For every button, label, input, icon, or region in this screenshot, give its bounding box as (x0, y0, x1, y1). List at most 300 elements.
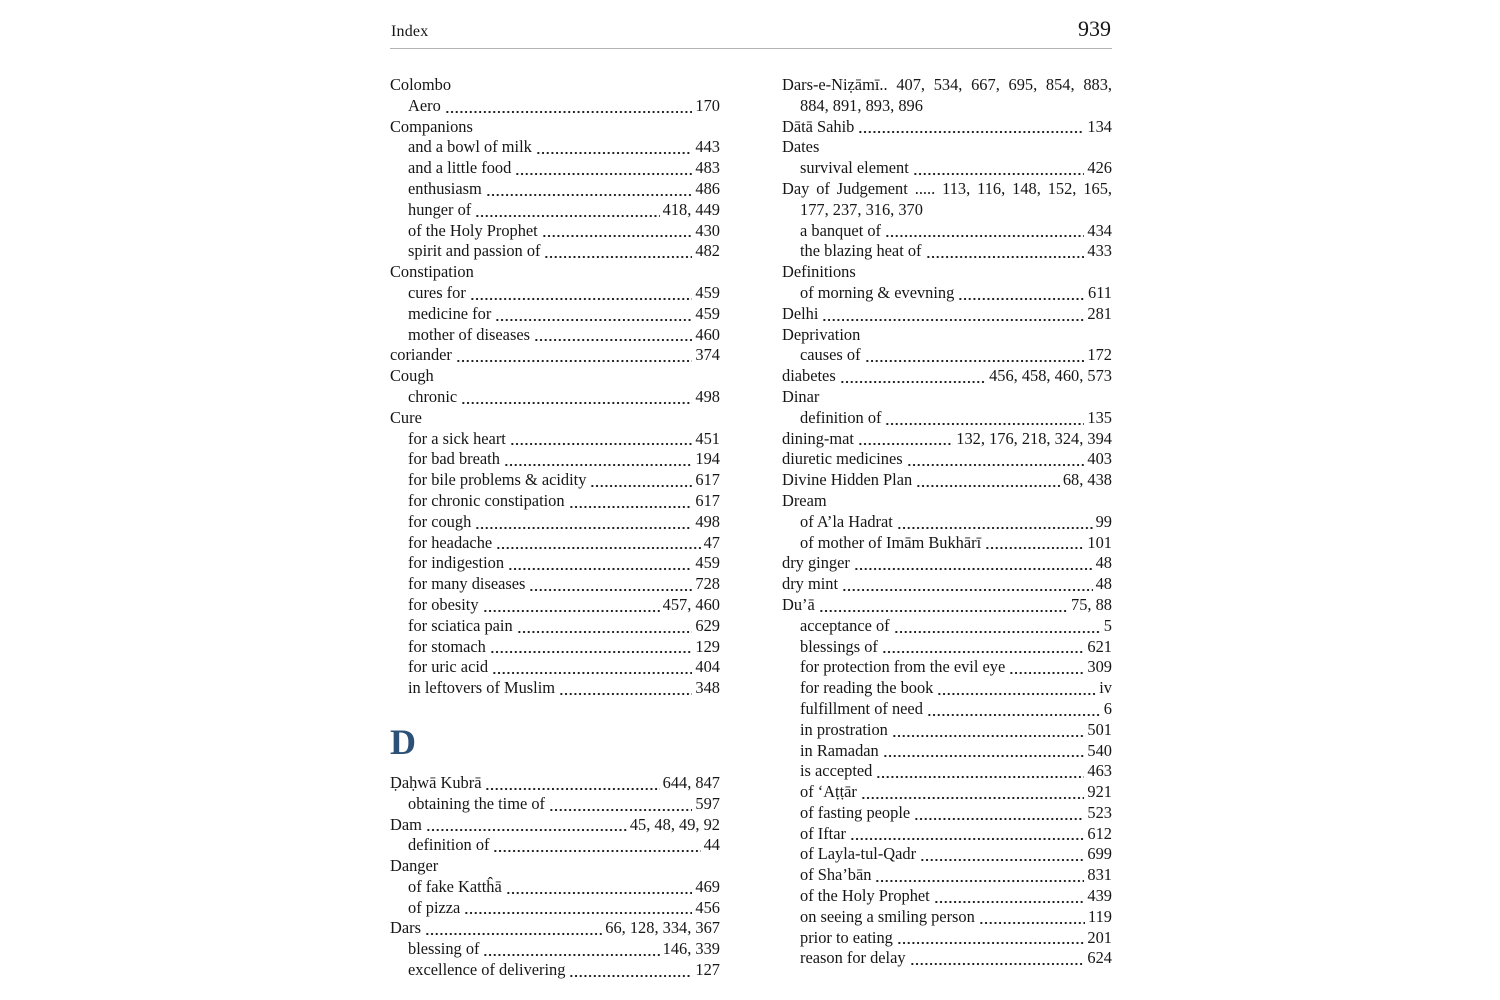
index-entry (782, 221, 1112, 242)
entry-pages: 459 (695, 303, 720, 323)
entry-pages: 434 (1087, 220, 1112, 240)
index-entry (390, 325, 720, 346)
entry-label: in leftovers of Muslim (408, 678, 556, 698)
dot-leader (910, 948, 1085, 969)
entry-label: for reading the book (800, 678, 934, 698)
entry-label: in prostration (800, 719, 888, 739)
entry-pages: 5 (1103, 615, 1112, 635)
index-group-label: Cure (390, 407, 422, 427)
entry-label: of the Holy Prophet (408, 220, 538, 240)
index-entry (782, 366, 1112, 387)
entry-label: blessing of (408, 939, 480, 959)
entry-pages: 443 (695, 137, 720, 157)
entry-label: and a bowl of milk (408, 137, 532, 157)
entry-pages: 48 (1095, 574, 1112, 594)
dot-leader (590, 470, 692, 491)
entry-label: medicine for (408, 303, 492, 323)
entry-label: in Ramadan (800, 740, 879, 760)
entry-label: acceptance of (800, 615, 890, 635)
index-entry (782, 928, 1112, 949)
entry-pages: 612 (1087, 823, 1112, 843)
entry-pages: 132, 176, 218, 324, 394 (956, 428, 1112, 448)
entry-label: Aero (408, 95, 441, 115)
dot-leader (508, 553, 692, 574)
index-group-label: Colombo (390, 75, 452, 94)
entry-label: for headache (408, 532, 493, 552)
index-group-label: Dates (782, 137, 820, 157)
dot-leader (861, 782, 1085, 803)
entry-label: diuretic medicines (782, 449, 903, 469)
index-entry (390, 387, 720, 408)
entry-label: excellence of delivering (408, 960, 566, 980)
index-entry (390, 429, 720, 450)
entry-pages: 129 (695, 636, 720, 656)
entry-label: dining-mat (782, 428, 854, 448)
entry-pages: 498 (695, 511, 720, 531)
entry-pages: 201 (1087, 927, 1112, 947)
entry-pages: 404 (695, 657, 720, 677)
page-header (390, 16, 1112, 42)
index-entry (390, 304, 720, 325)
entry-label: Dars (390, 918, 421, 938)
index-entry (782, 761, 1112, 782)
entry-label: for uric acid (408, 657, 489, 677)
entry-pages: 407, 534, 667, 695, 854, 883, 884, 891, 893, 896 (800, 75, 1113, 115)
dot-leader (882, 637, 1085, 658)
dot-leader (885, 221, 1084, 242)
entry-pages: 501 (1087, 719, 1112, 739)
entry-pages: 348 (695, 678, 720, 698)
dot-leader (445, 96, 693, 117)
entry-label: of fake Kattĥā (408, 876, 502, 896)
entry-label: Ḍaḥwā Kubrā (390, 772, 482, 792)
dot-leader (549, 794, 692, 815)
entry-label: for stomach (408, 636, 486, 656)
entry-label: definition of (408, 835, 490, 855)
index-entry (390, 898, 720, 919)
entry-label: chronic (408, 386, 458, 406)
index-entry (390, 283, 720, 304)
dot-leader (1009, 657, 1084, 678)
entry-pages: 456, 458, 460, 573 (989, 366, 1112, 386)
entry-pages: 99 (1095, 511, 1112, 531)
index-entry (782, 803, 1112, 824)
index-entry (390, 553, 720, 574)
entry-label: of Layla-tul-Qadr (800, 844, 917, 864)
entry-label: on seeing a smiling person (800, 906, 975, 926)
index-entry (782, 720, 1112, 741)
running-title: Index (391, 23, 429, 40)
index-entry (782, 304, 1112, 325)
entry-pages: 629 (695, 615, 720, 635)
dot-leader (854, 553, 1093, 574)
dot-leader (934, 886, 1085, 907)
dot-leader (883, 741, 1085, 762)
entry-label: for many diseases (408, 574, 526, 594)
entry-pages: 172 (1087, 345, 1112, 365)
dot-leader (515, 158, 692, 179)
index-entry (782, 637, 1112, 658)
entry-label: of ‘Aṭṭār (800, 782, 857, 802)
index-entry (390, 657, 720, 678)
entry-label: for cough (408, 511, 472, 531)
dot-leader (506, 877, 693, 898)
dot-leader (842, 574, 1093, 595)
index-entry (782, 657, 1112, 678)
index-entry (782, 741, 1112, 762)
entry-pages: 430 (695, 220, 720, 240)
entry-label: causes of (800, 345, 861, 365)
entry-label: for protection from the evil eye (800, 657, 1006, 677)
index-entry (782, 886, 1112, 907)
index-entry (782, 179, 1112, 221)
dot-leader (485, 773, 659, 794)
dot-leader (529, 574, 692, 595)
entry-pages: 418, 449 (662, 199, 720, 219)
entry-pages: 127 (695, 960, 720, 980)
entry-pages: 457, 460 (662, 594, 720, 614)
dot-leader (926, 241, 1085, 262)
entry-label: of A’la Hadrat (800, 511, 893, 531)
index-group-label: Constipation (390, 262, 474, 282)
index-entry (782, 553, 1112, 574)
entry-label: for sciatica pain (408, 615, 513, 635)
dot-leader (937, 678, 1096, 699)
index-entry (390, 221, 720, 242)
entry-pages: 617 (695, 490, 720, 510)
column-right (782, 75, 1112, 981)
index-group-label: Deprivation (782, 324, 861, 344)
index-entry (782, 117, 1112, 138)
entry-pages: 194 (695, 449, 720, 469)
dot-leader (425, 918, 602, 939)
page-number: 939 (1078, 16, 1111, 41)
entry-pages: 469 (695, 876, 720, 896)
entry-label: Divine Hidden Plan (782, 470, 913, 490)
dot-leader: ..... (907, 178, 943, 198)
entry-label: reason for delay (800, 948, 906, 968)
dot-leader (464, 898, 692, 919)
dot-leader (885, 408, 1084, 429)
entry-pages: 699 (1087, 844, 1112, 864)
dot-leader (875, 865, 1084, 886)
index-entry (782, 449, 1112, 470)
entry-label: Dars-e-Niẓāmī (782, 75, 880, 94)
index-group-label: Dinar (782, 386, 820, 406)
entry-label: dry mint (782, 574, 838, 594)
entry-label: of Sha’bān (800, 865, 872, 885)
index-entry (390, 835, 720, 856)
dot-leader (913, 158, 1085, 179)
entry-pages: 460 (695, 324, 720, 344)
index-entry (390, 574, 720, 595)
entry-pages: 523 (1087, 802, 1112, 822)
index-group-label: Danger (390, 856, 439, 876)
entry-pages: 728 (695, 574, 720, 594)
entry-pages: 644, 847 (662, 772, 720, 792)
dot-leader (876, 761, 1084, 782)
index-entry (390, 512, 720, 533)
entry-pages: 119 (1088, 906, 1112, 926)
entry-label: fulfillment of need (800, 698, 923, 718)
dot-leader (897, 928, 1085, 949)
dot-leader (470, 283, 693, 304)
entry-label: for indigestion (408, 553, 505, 573)
index-entry (390, 241, 720, 262)
dot-leader (536, 137, 693, 158)
index-entry (390, 200, 720, 221)
index-group-label: Dream (782, 490, 827, 510)
dot-leader (914, 803, 1084, 824)
index-group-label: Companions (390, 116, 473, 136)
entry-label: of pizza (408, 897, 461, 917)
index-entry (390, 678, 720, 699)
entry-label: coriander (390, 345, 452, 365)
entry-label: Dam (390, 814, 422, 834)
index-entry (390, 470, 720, 491)
entry-pages: 75, 88 (1071, 594, 1112, 614)
entry-label: Dātā Sahib (782, 116, 855, 136)
entry-pages: 483 (695, 158, 720, 178)
dot-leader (840, 366, 986, 387)
index-entry (390, 960, 720, 981)
dot-leader (483, 939, 659, 960)
entry-pages: 170 (695, 95, 720, 115)
dot-leader (569, 491, 693, 512)
index-entry (782, 595, 1112, 616)
entry-pages: 597 (695, 793, 720, 813)
dot-leader (504, 449, 692, 470)
dot-leader (897, 512, 1093, 533)
entry-label: blessings of (800, 636, 878, 656)
entry-pages: 486 (695, 178, 720, 198)
entry-pages: 459 (695, 553, 720, 573)
dot-leader (927, 699, 1101, 720)
dot-leader (542, 221, 693, 242)
entry-label: of Iftar (800, 823, 846, 843)
index-entry (782, 429, 1112, 450)
entry-pages: 309 (1087, 657, 1112, 677)
index-entry (390, 491, 720, 512)
entry-label: of morning & evevning (800, 282, 955, 302)
index-entry (390, 616, 720, 637)
index-entry (390, 939, 720, 960)
entry-pages: 433 (1087, 241, 1112, 261)
entry-pages: 463 (1087, 761, 1112, 781)
dot-leader (483, 595, 660, 616)
index-entry (782, 782, 1112, 803)
entry-pages: 921 (1087, 782, 1112, 802)
dot-leader (461, 387, 692, 408)
dot-leader (892, 720, 1085, 741)
entry-pages: 68, 438 (1062, 470, 1112, 490)
index-entry (782, 408, 1112, 429)
entry-pages: 451 (695, 428, 720, 448)
entry-label: enthusiasm (408, 178, 482, 198)
entry-pages: 498 (695, 386, 720, 406)
entry-label: is accepted (800, 761, 873, 781)
index-entry (782, 75, 1112, 117)
entry-pages: 617 (695, 470, 720, 490)
dot-leader (559, 678, 692, 699)
index-entry (782, 241, 1112, 262)
dot-leader (475, 200, 659, 221)
dot-leader (819, 595, 1068, 616)
entry-label: for obesity (408, 594, 479, 614)
index-entry (782, 699, 1112, 720)
entry-label: diabetes (782, 366, 836, 386)
dot-leader (894, 616, 1101, 637)
index-entry (782, 948, 1112, 969)
entry-label: of fasting people (800, 802, 911, 822)
index-group-label: Definitions (782, 262, 856, 282)
index-entry (782, 844, 1112, 865)
dot-leader (907, 449, 1085, 470)
entry-label: Du’ā (782, 594, 815, 614)
entry-label: survival element (800, 158, 909, 178)
entry-pages: 146, 339 (662, 939, 720, 959)
entry-pages: 482 (695, 241, 720, 261)
index-entry (390, 158, 720, 179)
entry-pages: 611 (1088, 282, 1112, 302)
entry-pages: 439 (1087, 886, 1112, 906)
entry-pages: 134 (1087, 116, 1112, 136)
entry-label: of mother of Imām Bukhārī (800, 532, 982, 552)
index-group-label: Cough (390, 366, 434, 386)
index-entry (782, 678, 1112, 699)
index-entry (782, 158, 1112, 179)
entry-label: Day of Judgement (782, 178, 908, 198)
entry-pages: 281 (1087, 303, 1112, 323)
index-entry (782, 824, 1112, 845)
dot-leader (958, 283, 1085, 304)
entry-label: and a little food (408, 158, 512, 178)
entry-label: dry ginger (782, 553, 850, 573)
dot-leader (456, 345, 693, 366)
entry-label: spirit and passion of (408, 241, 541, 261)
entry-label: mother of diseases (408, 324, 530, 344)
dot-leader (979, 907, 1085, 928)
index-entry (390, 794, 720, 815)
index-entry (390, 345, 720, 366)
dot-leader (486, 179, 693, 200)
entry-label: cures for (408, 282, 466, 302)
dot-leader (985, 533, 1084, 554)
entry-pages: 44 (703, 835, 720, 855)
entry-label: Delhi (782, 303, 819, 323)
entry-pages: iv (1099, 678, 1112, 698)
index-entry (782, 533, 1112, 554)
index-entry (782, 470, 1112, 491)
index-entry (390, 918, 720, 939)
entry-label: prior to eating (800, 927, 893, 947)
entry-pages: 113, 116, 148, 152, 165, 177, 237, 316, 370 (800, 178, 1113, 219)
index-entry (782, 345, 1112, 366)
dot-leader (916, 470, 1060, 491)
index-entry (390, 449, 720, 470)
entry-pages: 135 (1087, 407, 1112, 427)
entry-pages: 48 (1095, 553, 1112, 573)
entry-pages: 101 (1087, 532, 1112, 552)
entry-label: for chronic constipation (408, 490, 565, 510)
index-entry (782, 512, 1112, 533)
entry-pages: 624 (1087, 948, 1112, 968)
index-entry (390, 877, 720, 898)
section-letter-heading: D (390, 721, 416, 762)
entry-pages: 47 (703, 532, 720, 552)
dot-leader (858, 117, 1084, 138)
index-entry (390, 137, 720, 158)
index-entry (390, 533, 720, 554)
entry-pages: 374 (695, 345, 720, 365)
dot-leader (492, 657, 692, 678)
entry-label: obtaining the time of (408, 793, 546, 813)
dot-leader (822, 304, 1084, 325)
header-rule (390, 48, 1112, 49)
dot-leader (544, 241, 692, 262)
index-entry (390, 96, 720, 117)
entry-label: for bad breath (408, 449, 500, 469)
dot-leader (569, 960, 692, 981)
index-entry (782, 574, 1112, 595)
dot-leader (850, 824, 1084, 845)
entry-label: hunger of (408, 199, 472, 219)
entry-pages: 540 (1087, 740, 1112, 760)
index-entry (390, 595, 720, 616)
dot-leader (493, 835, 700, 856)
index-entry (390, 815, 720, 836)
entry-label: definition of (800, 407, 882, 427)
dot-leader (858, 429, 953, 450)
entry-pages: 6 (1103, 698, 1112, 718)
dot-leader (517, 616, 693, 637)
entry-label: for a sick heart (408, 428, 506, 448)
dot-leader: .. (879, 75, 897, 94)
dot-leader (534, 325, 692, 346)
entry-label: of the Holy Prophet (800, 886, 930, 906)
index-entry (390, 179, 720, 200)
dot-leader (490, 637, 693, 658)
dot-leader (920, 844, 1084, 865)
dot-leader (495, 304, 692, 325)
entry-label: the blazing heat of (800, 241, 922, 261)
page-content (390, 16, 1112, 981)
entry-pages: 456 (695, 897, 720, 917)
dot-leader (426, 815, 627, 836)
entry-pages: 459 (695, 282, 720, 302)
entry-pages: 831 (1087, 865, 1112, 885)
index-entry (782, 907, 1112, 928)
index-entry (782, 616, 1112, 637)
index-entry (782, 283, 1112, 304)
entry-pages: 45, 48, 49, 92 (629, 814, 720, 834)
dot-leader (510, 429, 693, 450)
index-entry (390, 773, 720, 794)
entry-pages: 66, 128, 334, 367 (605, 918, 720, 938)
index-entry (390, 637, 720, 658)
entry-pages: 426 (1087, 158, 1112, 178)
entry-label: for bile problems & acidity (408, 470, 587, 490)
index-entry (782, 865, 1112, 886)
entry-label: a banquet of (800, 220, 882, 240)
entry-pages: 621 (1087, 636, 1112, 656)
column-left (390, 75, 720, 981)
entry-pages: 403 (1087, 449, 1112, 469)
dot-leader (496, 533, 700, 554)
dot-leader (475, 512, 692, 533)
index-columns (390, 75, 1112, 981)
dot-leader (865, 345, 1085, 366)
